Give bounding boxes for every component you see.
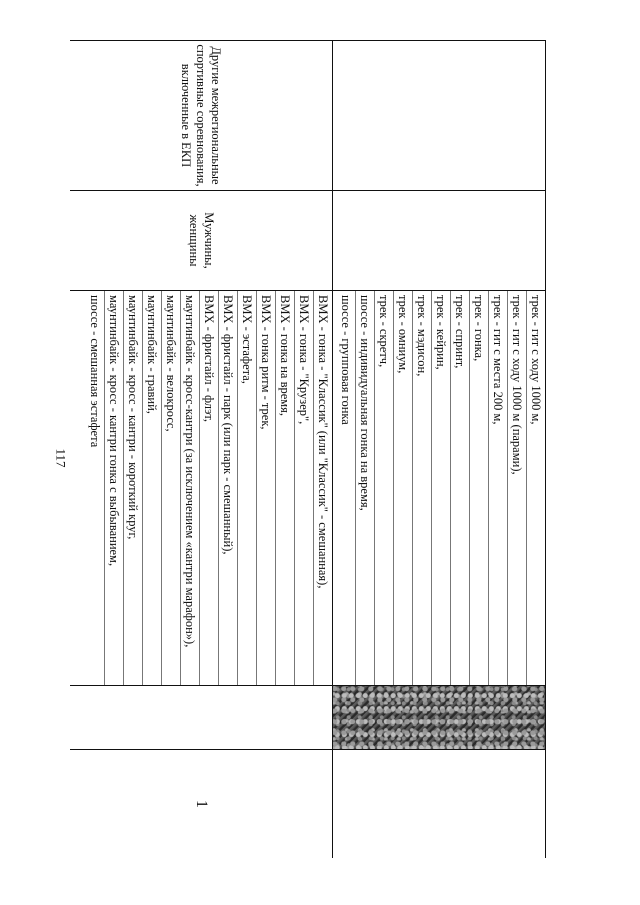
- discipline-list: [337, 291, 545, 685]
- disciplines-cell: [70, 291, 333, 686]
- discipline-item: трек - гит с места 200 м,: [488, 291, 507, 685]
- empty-cell: [70, 686, 333, 750]
- discipline-item: трек - гит с ходу 1000 м (парами),: [507, 291, 526, 685]
- discipline-item: трек - скретч,: [374, 291, 393, 685]
- gender-cell: [333, 191, 546, 291]
- rotated-table-wrapper: [70, 40, 546, 858]
- discipline-item: трек - кейрин,: [431, 291, 450, 685]
- discipline-item: шоссе - смешанная эстафета: [88, 295, 102, 448]
- page-number: [51, 443, 71, 473]
- discipline-item: BMX - фристайл - парк (или парк - смешанный),: [218, 291, 237, 685]
- discipline-item: маунтинбайк - кросс - кантри - короткий круг,: [123, 291, 142, 685]
- table-row: [70, 41, 333, 859]
- table-sheet: [70, 40, 546, 858]
- disciplines-cell: [333, 291, 546, 686]
- discipline-item: трек - гонка,: [469, 291, 488, 685]
- discipline-item: шоссе - групповая гонка: [339, 295, 353, 425]
- discipline-item: BMX - гонка ритм - трек,: [256, 291, 275, 685]
- discipline-item: маунтинбайк - кросс - кантри гонка с выбыванием,: [104, 291, 123, 685]
- discipline-item: маунтинбайк - кросс-кантри (за исключением «кантри марафон»),: [180, 291, 199, 685]
- sports-disciplines-table: [70, 40, 546, 858]
- discipline-item: BMX - гонка на время,: [275, 291, 294, 685]
- discipline-item: BMX - гонка - "Крузер",: [294, 291, 313, 685]
- discipline-item: маунтинбайк - гравий,: [142, 291, 161, 685]
- gender-cell: Мужчины, женщины: [70, 191, 333, 291]
- discipline-item: трек - спринт,: [450, 291, 469, 685]
- discipline-item: BMX - фристайл - флэт,: [199, 291, 218, 685]
- discipline-item: трек - омниум,: [393, 291, 412, 685]
- discipline-item: трек - гит с ходу 1000 м,: [526, 291, 545, 685]
- discipline-item: BMX - эстафета,: [237, 291, 256, 685]
- category-cell: [333, 41, 546, 191]
- table-row: [333, 41, 546, 859]
- discipline-item: шоссе - индивидуальная гонка на время,: [355, 291, 374, 685]
- discipline-item: BMX - гонка - "Классик" (или "Классик" - смешанная),: [313, 291, 332, 685]
- category-cell: Другие межрегиональные спортивные соревнования, включенные в ЕКП: [70, 41, 333, 191]
- scanned-noise-cell: [333, 686, 546, 750]
- page-number-text: 117: [54, 448, 69, 468]
- discipline-item: маунтинбайк - велокросс,: [161, 291, 180, 685]
- count-cell: [333, 750, 546, 859]
- count-cell: 1: [70, 750, 333, 859]
- discipline-item: трек - мэдисон,: [412, 291, 431, 685]
- discipline-list: [86, 291, 332, 685]
